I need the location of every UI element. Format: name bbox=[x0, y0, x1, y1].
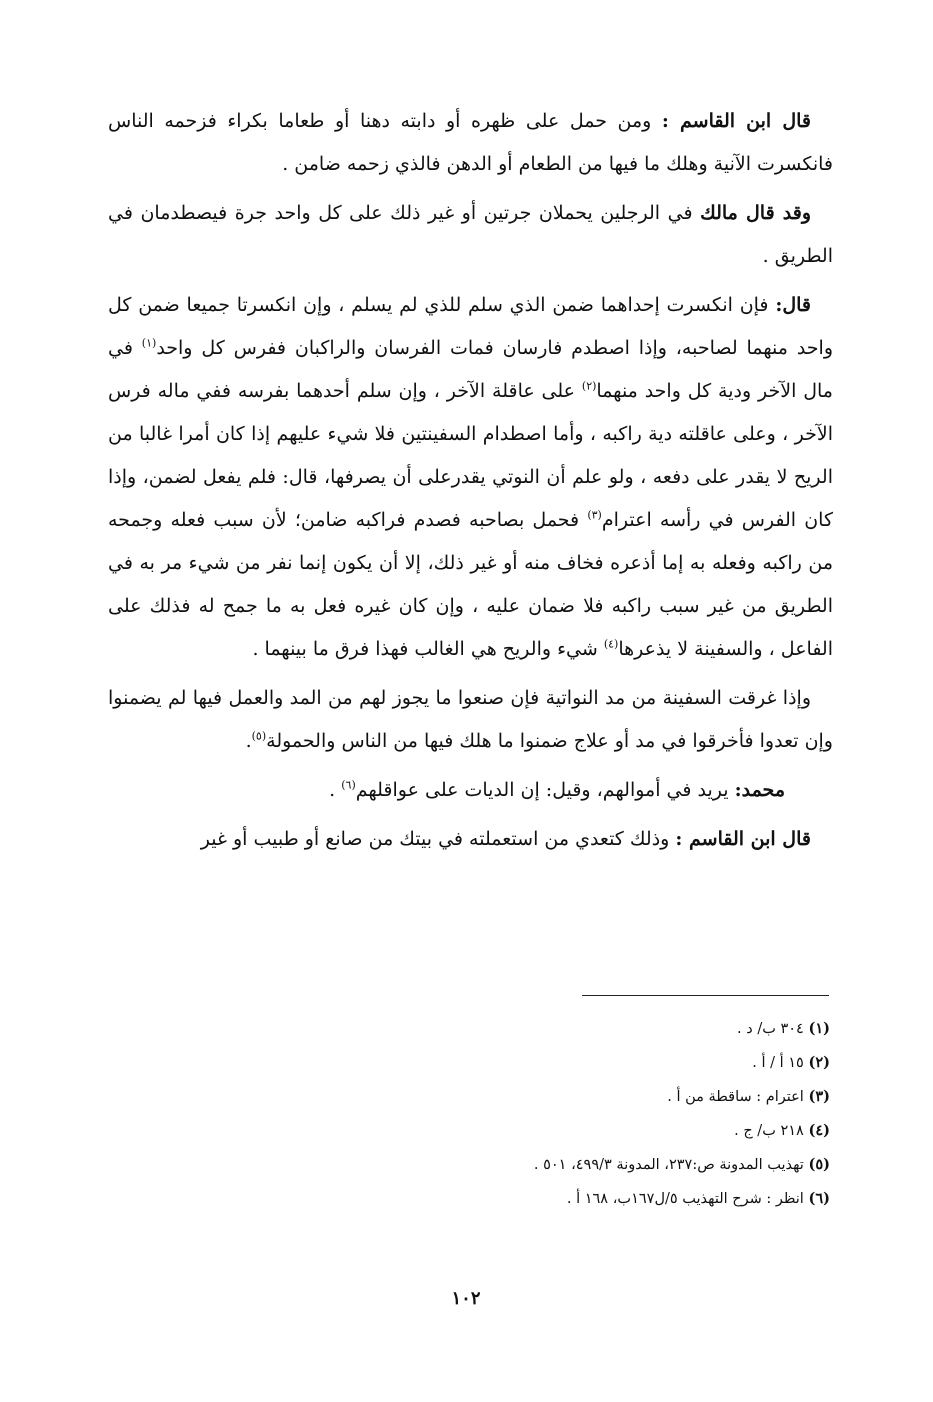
footnote bbox=[420, 1182, 830, 1216]
paragraph-text: ومن حمل على ظهره أو دابته دهنا أو طعاما بكراء فزحمه الناس فانكسرت الآنية وهلك ما فيها من الطعام أو الدهن فالذي زحمه ضامن . bbox=[108, 110, 833, 175]
paragraph-text: فإن انكسرت إحداهما ضمن الذي سلم للذي لم يسلم ، وإن انكسرتا جميعا ضمن كل واحد منهما لصاحبه، وإذا اصطدم فارسان فمات الفرسان والراكبان ففرس كل واحد bbox=[108, 294, 833, 359]
footnote-text: اعترام : ساقطة من أ . bbox=[667, 1089, 804, 1105]
footnote bbox=[420, 1114, 830, 1148]
paragraph-1 bbox=[108, 100, 833, 186]
footnote-ref: (١) bbox=[141, 336, 157, 350]
footnote-ref: (٤) bbox=[603, 637, 619, 651]
footnote-number: (١) bbox=[808, 1020, 830, 1037]
paragraph-4 bbox=[108, 677, 833, 763]
footnote-number: (٥) bbox=[808, 1156, 830, 1173]
paragraph-end: . bbox=[329, 779, 336, 801]
paragraph-lead: محمد: bbox=[734, 779, 785, 801]
footnote-text: ٢١٨ ب/ ج . bbox=[734, 1123, 804, 1139]
paragraph-text: فحمل بصاحبه فصدم فراكبه ضامن؛ لأن سبب فعله وجمحه من راكبه وفعله به إما أذعره فخاف منه أو غير ذلك، إلا أن يكون إنما نفر من شيء مر به في الطريق من غير سبب راكبه فلا ضمان عليه ، وإن كان غيره فعل به ما جمح له فذلك على الفاعل ، والسفينة لا يذعرها bbox=[108, 509, 833, 660]
footnote bbox=[420, 1148, 830, 1182]
footnote bbox=[420, 1012, 830, 1046]
footnote-text: تهذيب المدونة ص:٢٣٧، المدونة ٤٩٩/٣، ٥٠١ . bbox=[533, 1157, 804, 1173]
paragraph-text: شيء والريح هي الغالب فهذا فرق ما بينهما . bbox=[252, 638, 598, 660]
footnote-ref: (٥) bbox=[251, 729, 267, 743]
page-number: ١٠٢ bbox=[451, 1288, 481, 1309]
footnote-number: (٦) bbox=[808, 1190, 830, 1207]
paragraph-text: في الرجلين يحملان جرتين أو غير ذلك على كل واحد جرة فيصطدمان في الطريق . bbox=[108, 202, 833, 267]
paragraph-text: يريد في أموالهم، وقيل: إن الديات على عواقلهم bbox=[355, 779, 729, 801]
paragraph-3 bbox=[108, 284, 833, 671]
paragraph-text: على عاقلة الآخر ، وإن سلم أحدهما بفرسه ففي ماله فرس الآخر ، وعلى عاقلته دية راكبه ، وأما اصطدام السفينتين فلا شيء عليهم إذا كان أمرا غالبا من الريح لا يقدر على دفعه ، ولو علم أن النوتي يقدرعلى أن يصرفها، قال: فلم يفعل لضمن، وإذا كان الفرس في رأسه اعترام bbox=[108, 380, 833, 531]
paragraph-end: . bbox=[245, 730, 252, 752]
footnote-divider bbox=[582, 995, 829, 996]
footnote-text: ١٥ أ / أ . bbox=[752, 1055, 804, 1071]
paragraph-lead: قال: bbox=[775, 294, 812, 316]
footnote-number: (٣) bbox=[808, 1088, 830, 1105]
footnote bbox=[420, 1080, 830, 1114]
footnote-ref: (٣) bbox=[587, 508, 602, 522]
footnote-number: (٤) bbox=[808, 1122, 830, 1139]
paragraph-5 bbox=[108, 769, 833, 812]
paragraph-text: في مال الآخر ودية كل واحد منهما bbox=[108, 337, 833, 402]
paragraph-lead: قال ابن القاسم : bbox=[675, 828, 811, 850]
footnotes bbox=[420, 1012, 830, 1216]
footnote-number: (٢) bbox=[808, 1054, 830, 1071]
footnote-text: انظر : شرح التهذيب ٥/ل١٦٧ب، ١٦٨ أ . bbox=[566, 1191, 804, 1207]
paragraph-text: وذلك كتعدي من استعملته في بيتك من صانع أو طبيب أو غير bbox=[200, 828, 670, 850]
footnote-ref: (٢) bbox=[581, 379, 597, 393]
paragraph-2 bbox=[108, 192, 833, 278]
paragraph-text: وإذا غرقت السفينة من مد النواتية فإن صنعوا ما يجوز لهم من المد والعمل فيها لم يضمنوا وإن تعدوا فأخرقوا في مد أو علاج ضمنوا ما هلك فيها من الناس والحمولة bbox=[108, 687, 833, 752]
footnote-ref: (٦) bbox=[341, 778, 356, 792]
paragraph-lead: وقد قال مالك bbox=[700, 202, 812, 224]
main-text bbox=[108, 100, 833, 861]
paragraph-lead: قال ابن القاسم : bbox=[661, 110, 811, 132]
footnote bbox=[420, 1046, 830, 1080]
paragraph-6 bbox=[108, 818, 833, 861]
footnote-text: ٣٠٤ ب/ د . bbox=[737, 1021, 804, 1037]
